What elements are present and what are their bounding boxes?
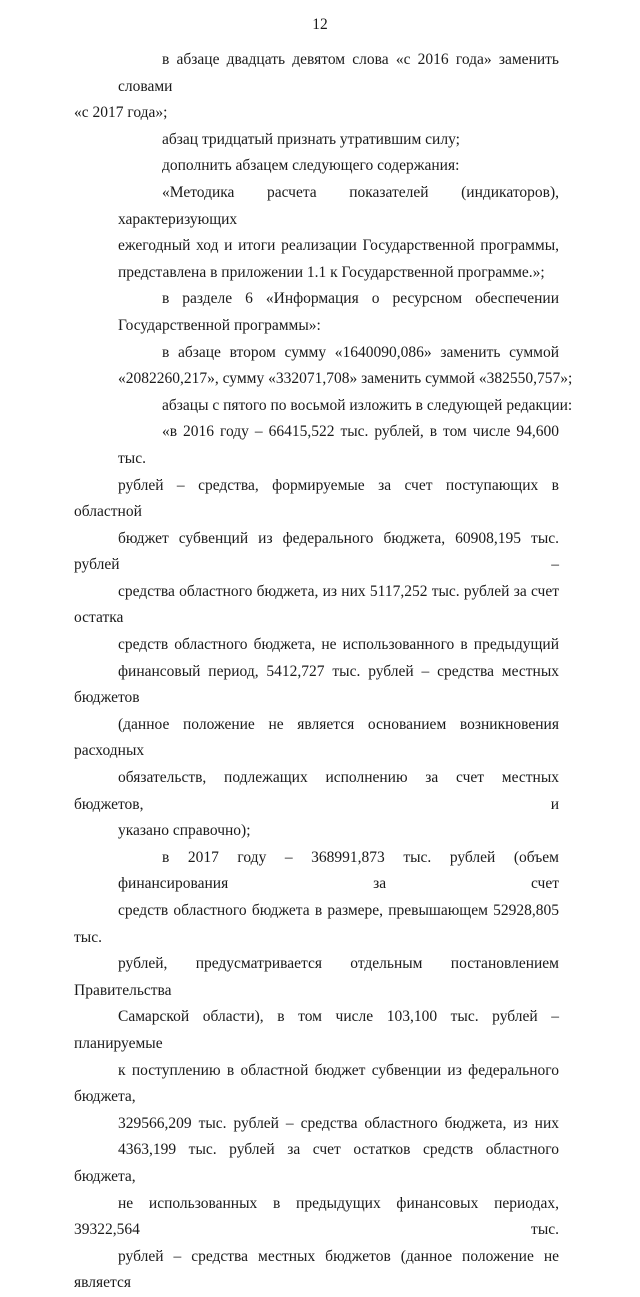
text-line: 329566,209 тыс. рублей – средства областного бюджета, из них bbox=[118, 1114, 559, 1132]
text-line: в 2017 году – 368991,873 тыс. рублей (объем финансирования за счет bbox=[118, 848, 559, 893]
text-line: средства областного бюджета, из них 5117,252 тыс. рублей за счет остатка bbox=[74, 582, 559, 627]
text-line: «с 2017 года»; bbox=[74, 104, 168, 122]
text-line: обязательств, подлежащих исполнению за счет местных бюджетов, и bbox=[74, 769, 559, 813]
paragraph-6 bbox=[74, 340, 573, 393]
text-line: средств областного бюджета в размере, превышающем 52928,805 тыс. bbox=[74, 902, 559, 946]
text-line: (данное положение не является основанием возникновения расходных bbox=[74, 715, 559, 760]
text-line: Самарской области), в том числе 103,100 тыс. рублей – планируемые bbox=[74, 1008, 559, 1052]
paragraph-9 bbox=[74, 845, 559, 1297]
text-line: представлена в приложении 1.1 к Государственной программе.»; bbox=[118, 263, 545, 281]
paragraph-8 bbox=[74, 419, 559, 845]
text-line: 4363,199 тыс. рублей за счет остатков средств областного бюджета, bbox=[74, 1141, 559, 1185]
text-line: средств областного бюджета, не использованного в предыдущий bbox=[118, 636, 559, 654]
text-line: «2082260,217», сумму «332071,708» заменить суммой «382550,757»; bbox=[118, 370, 573, 388]
text-line: «в 2016 году – 66415,522 тыс. рублей, в том числе 94,600 тыс. bbox=[118, 423, 559, 467]
text-line: Государственной программы»: bbox=[118, 316, 321, 334]
text-line: рублей – средства местных бюджетов (данное положение не является bbox=[74, 1247, 559, 1292]
text-line: в абзаце втором сумму «1640090,086» заменить суммой bbox=[162, 343, 559, 361]
text-line: не использованных в предыдущих финансовых периодах, 39322,564 тыс. bbox=[74, 1194, 559, 1239]
paragraph-2 bbox=[74, 127, 559, 154]
document-body bbox=[74, 47, 573, 1297]
text-line: бюджет субвенций из федерального бюджета, 60908,195 тыс. рублей – bbox=[74, 529, 559, 574]
paragraph-5 bbox=[74, 286, 559, 339]
page-number: 12 bbox=[312, 16, 328, 33]
paragraph-3 bbox=[74, 153, 559, 180]
text-line: рублей, предусматривается отдельным постановлением Правительства bbox=[74, 955, 559, 999]
text-line: ежегодный ход и итоги реализации Государственной программы, bbox=[118, 237, 559, 255]
paragraph-4 bbox=[74, 180, 559, 286]
text-line: абзац тридцатый признать утратившим силу; bbox=[162, 130, 460, 148]
text-line: указано справочно); bbox=[118, 822, 251, 840]
text-line: в абзаце двадцать девятом слова «с 2016 года» заменить словами bbox=[118, 51, 559, 95]
paragraph-7 bbox=[74, 393, 573, 420]
text-line: в разделе 6 «Информация о ресурсном обеспечении bbox=[162, 290, 559, 308]
text-line: к поступлению в областной бюджет субвенции из федерального бюджета, bbox=[74, 1061, 559, 1106]
text-line: рублей – средства, формируемые за счет поступающих в областной bbox=[74, 476, 559, 521]
text-line: «Методика расчета показателей (индикаторов), характеризующих bbox=[118, 183, 559, 228]
paragraph-1 bbox=[74, 47, 559, 127]
text-line: финансовый период, 5412,727 тыс. рублей – средства местных бюджетов bbox=[74, 662, 559, 707]
text-line: дополнить абзацем следующего содержания: bbox=[162, 157, 460, 175]
text-line: абзацы с пятого по восьмой изложить в следующей редакции: bbox=[162, 396, 573, 414]
